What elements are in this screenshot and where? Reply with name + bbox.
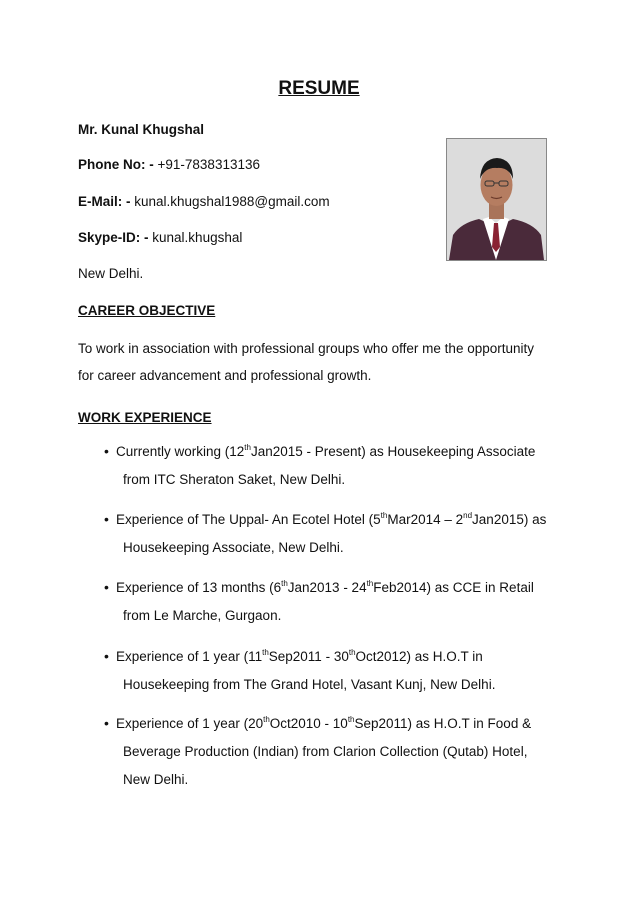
phone-label: Phone No: - xyxy=(78,157,154,172)
bullet-icon: • xyxy=(104,715,109,731)
experience-continuation: Housekeeping Associate, New Delhi. xyxy=(123,540,344,555)
experience-item: Currently working (12thJan2015 - Present) as Housekeeping Associate from ITC Sheraton Saket, New Delhi. xyxy=(116,438,562,494)
bullet-icon: • xyxy=(104,511,109,527)
career-objective-text xyxy=(78,335,562,389)
experience-continuation: New Delhi. xyxy=(123,772,189,787)
experience-item: Experience of The Uppal- An Ecotel Hotel (5thMar2014 – 2ndJan2015) as Housekeeping Associate, New Delhi. xyxy=(116,506,562,562)
skype-label: Skype-ID: - xyxy=(78,230,149,245)
candidate-name: Mr. Kunal Khugshal xyxy=(78,122,205,137)
bullet-icon: • xyxy=(104,579,109,595)
resume-title: RESUME xyxy=(278,78,360,99)
career-line-2: for career advancement and professional growth. xyxy=(78,368,372,383)
phone-value: +91-7838313136 xyxy=(157,157,260,172)
bullet-icon: • xyxy=(104,443,109,459)
email-value: kunal.khugshal1988@gmail.com xyxy=(134,194,330,209)
email-line xyxy=(78,194,330,209)
career-objective-heading: CAREER OBJECTIVE xyxy=(78,303,216,318)
work-experience-heading: WORK EXPERIENCE xyxy=(78,410,212,425)
phone-line xyxy=(78,157,260,172)
experience-item: Experience of 1 year (20thOct2010 - 10thSep2011) as H.O.T in Food & Beverage Production (Indian) from Clarion Collection (Qutab) Hotel, New Delhi. xyxy=(116,710,562,794)
career-line-1: To work in association with professional groups who offer me the opportunity xyxy=(78,341,534,356)
experience-continuation: from Le Marche, Gurgaon. xyxy=(123,608,282,623)
experience-item: Experience of 1 year (11thSep2011 - 30thOct2012) as H.O.T in Housekeeping from The Grand Hotel, Vasant Kunj, New Delhi. xyxy=(116,643,562,699)
profile-photo xyxy=(446,138,547,261)
skype-line xyxy=(78,230,242,245)
skype-value: kunal.khugshal xyxy=(152,230,243,245)
experience-continuation: Beverage Production (Indian) from Clarion Collection (Qutab) Hotel, xyxy=(123,744,528,759)
person-photo-icon xyxy=(447,139,546,260)
experience-item: Experience of 13 months (6thJan2013 - 24thFeb2014) as CCE in Retail from Le Marche, Gurgaon. xyxy=(116,574,562,630)
bullet-icon: • xyxy=(104,648,109,664)
city-line: New Delhi. xyxy=(78,266,144,281)
email-label: E-Mail: - xyxy=(78,194,131,209)
experience-continuation: Housekeeping from The Grand Hotel, Vasant Kunj, New Delhi. xyxy=(123,677,496,692)
experience-continuation: from ITC Sheraton Saket, New Delhi. xyxy=(123,472,346,487)
